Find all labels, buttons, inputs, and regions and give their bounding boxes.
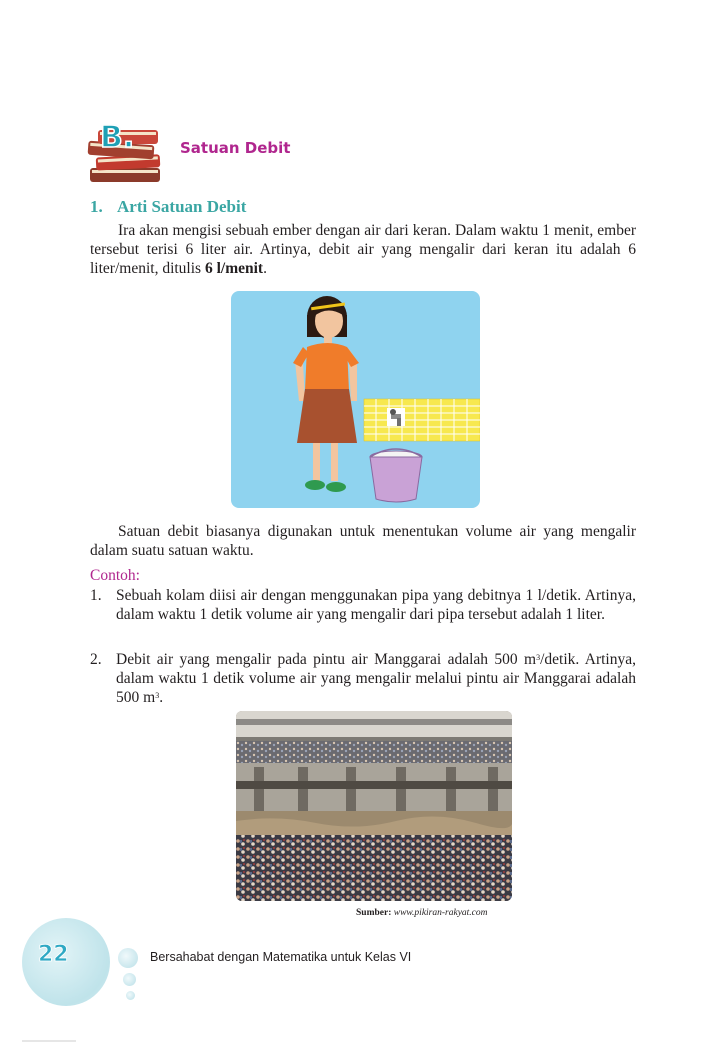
subsection-heading	[90, 197, 246, 217]
paragraph-satuan-debit: Satuan debit biasanya digunakan untuk menentukan volume air yang mengalir dalam suatu satuan waktu.	[90, 523, 636, 559]
example-label: Contoh:	[90, 567, 140, 584]
intro-paragraph: Ira akan mengisi sebuah ember dengan air dari keran. Dalam waktu 1 menit, ember tersebut terisi 6 liter air. Artinya, debit air yang mengalir dari keran itu adalah 6 liter/menit, ditulis 6 l/menit.	[90, 222, 636, 277]
footer-circle-small-3	[126, 991, 135, 1000]
source-label: Sumber:	[356, 908, 392, 918]
subsection-title: Arti Satuan Debit	[117, 197, 247, 216]
girl-figure	[293, 296, 359, 492]
example-item-2: 2. Debit air yang mengalir pada pintu air Manggarai adalah 500 $m^3$/detik. Artinya, dalam waktu 1 detik volume air yang mengalir melalui pintu air Manggarai adalah 500 $m^3$.	[90, 651, 636, 706]
photo-source	[356, 908, 488, 918]
page-number: 22	[38, 942, 69, 967]
source-url: www.pikiran-rakyat.com	[393, 908, 488, 918]
footer-circle-small-2	[123, 973, 136, 986]
intro-emphasis: 6 l/menit	[204, 260, 264, 277]
section-title: Satuan Debit	[180, 139, 291, 157]
section-badge	[86, 118, 168, 190]
illustration-girl-bucket	[231, 291, 480, 508]
bottom-rule	[22, 1040, 76, 1042]
water-tap-icon	[387, 408, 405, 426]
section-letter: B.	[100, 120, 135, 155]
footer-circle-small-1	[118, 948, 138, 968]
example-item-1: 1. Sebuah kolam diisi air dengan menggunakan pipa yang debitnya 1 l/detik. Artinya, dalam waktu 1 detik volume air yang mengalir dari pipa tersebut adalah 1 liter.	[90, 587, 636, 623]
subsection-number: 1.	[90, 197, 103, 216]
photo-manggarai-floodgate	[236, 711, 512, 901]
footer-book-title: Bersahabat dengan Matematika untuk Kelas VI	[150, 950, 412, 964]
bucket-icon	[370, 449, 422, 502]
